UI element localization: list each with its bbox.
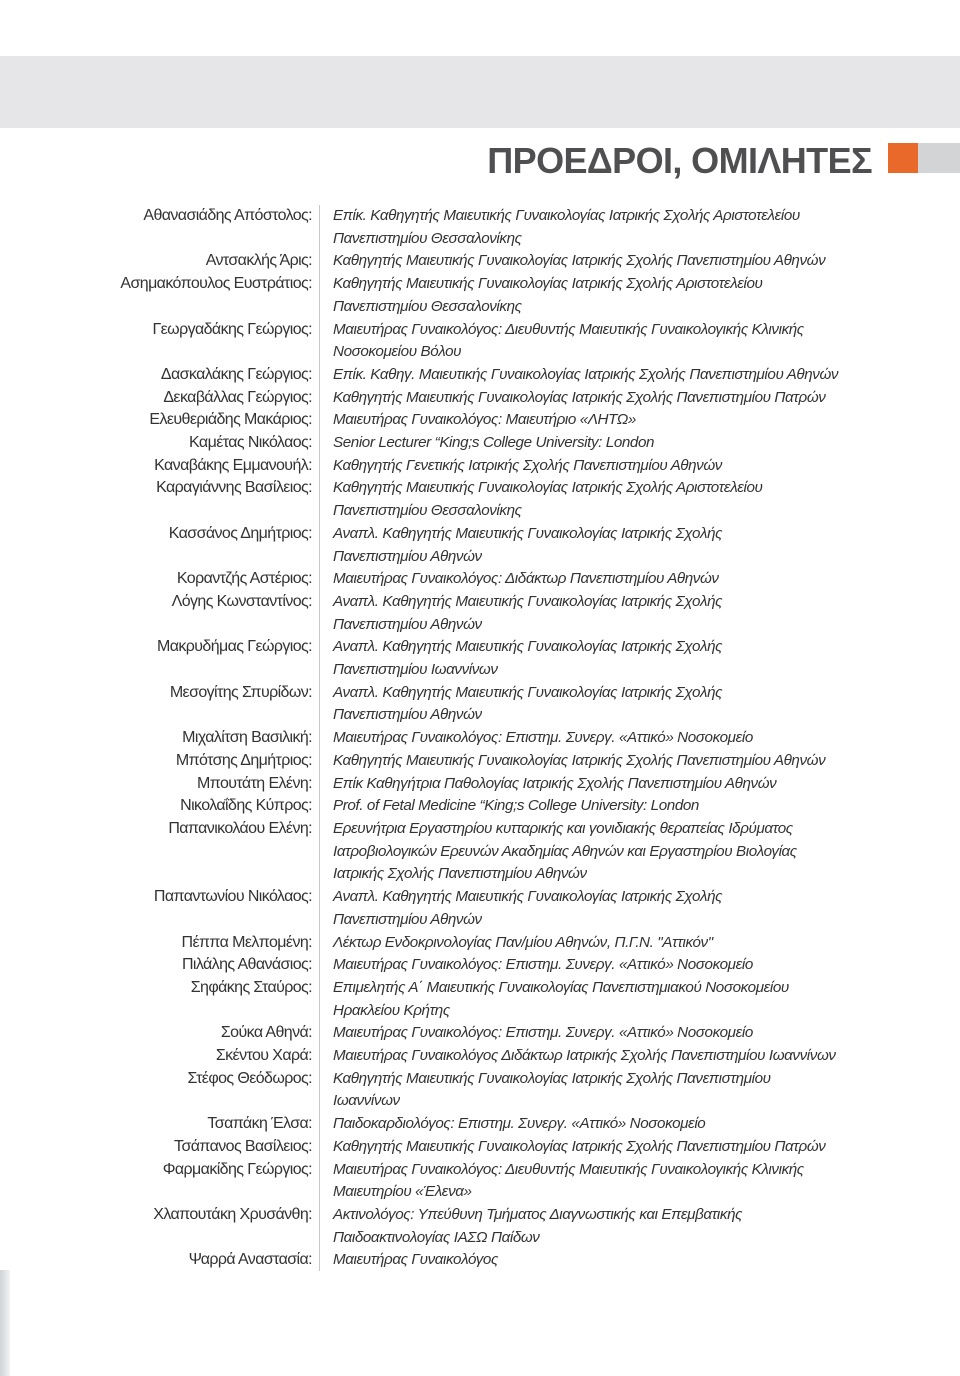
speaker-row bbox=[0, 773, 960, 796]
affiliation-line: Αναπλ. Καθηγητής Μαιευτικής Γυναικολογίας Ιατρικής Σχολής bbox=[333, 592, 723, 610]
speaker-name: Στέφος Θεόδωρος: bbox=[187, 1069, 312, 1087]
speaker-row bbox=[0, 1136, 960, 1159]
speaker-affiliation bbox=[333, 364, 923, 387]
affiliation-line: Ακτινολόγος: Υπεύθυνη Τμήματος Διαγνωστικής και Επεμβατικής bbox=[333, 1205, 743, 1223]
speaker-row bbox=[0, 1068, 960, 1113]
affiliation-line: Πανεπιστημίου Θεσσαλονίκης bbox=[333, 502, 522, 520]
speaker-row bbox=[0, 750, 960, 773]
speaker-affiliation bbox=[333, 932, 923, 955]
affiliation-line: Μαιευτήρας Γυναικολόγος: Επιστημ. Συνεργ. «Αττικό» Νοσοκομείο bbox=[333, 729, 753, 747]
speaker-name: Πιλάλης Αθανάσιος: bbox=[181, 956, 312, 974]
speaker-row bbox=[0, 932, 960, 955]
affiliation-line: Αναπλ. Καθηγητής Μαιευτικής Γυναικολογίας Ιατρικής Σχολής bbox=[333, 888, 723, 906]
speaker-name: Χλαπουτάκη Χρυσάνθη: bbox=[153, 1205, 312, 1223]
affiliation-line: Μαιευτήρας Γυναικολόγος: Διδάκτωρ Πανεπιστημίου Αθηνών bbox=[333, 570, 719, 588]
speaker-row bbox=[0, 818, 960, 886]
speaker-row bbox=[0, 250, 960, 273]
affiliation-line: Παιδοακτινολογίας ΙΑΣΩ Παίδων bbox=[333, 1228, 540, 1246]
affiliation-line: Αναπλ. Καθηγητής Μαιευτικής Γυναικολογίας Ιατρικής Σχολής bbox=[333, 638, 723, 656]
speaker-row bbox=[0, 1249, 960, 1272]
speaker-affiliation bbox=[333, 273, 923, 318]
affiliation-line: Καθηγητής Μαιευτικής Γυναικολογίας Ιατρικής Σχολής Πανεπιστημίου bbox=[333, 1069, 771, 1087]
affiliation-line: Ιατροβιολογικών Ερευνών Ακαδημίας Αθηνών και Εργαστηρίου Βιολογίας bbox=[333, 842, 797, 860]
speaker-affiliation bbox=[333, 432, 923, 455]
affiliation-line: Επίκ. Καθηγ. Μαιευτικής Γυναικολογίας Ιατρικής Σχολής Πανεπιστημίου Αθηνών bbox=[333, 365, 839, 383]
speaker-affiliation bbox=[333, 205, 923, 250]
affiliation-line: Καθηγητής Μαιευτικής Γυναικολογίας Ιατρικής Σχολής Αριστοτελείου bbox=[333, 479, 763, 497]
speaker-affiliation bbox=[333, 591, 923, 636]
speaker-affiliation bbox=[333, 523, 923, 568]
affiliation-line: Μαιευτηρίου «Έλενα» bbox=[333, 1183, 472, 1201]
affiliation-line: Μαιευτήρας Γυναικολόγος: Μαιευτήριο «ΛΗΤΩ» bbox=[333, 411, 636, 429]
speaker-affiliation bbox=[333, 455, 923, 478]
affiliation-line: Πανεπιστημίου Ιωαννίνων bbox=[333, 661, 498, 679]
affiliation-line: Πανεπιστημίου Αθηνών bbox=[333, 547, 482, 565]
speaker-row bbox=[0, 636, 960, 681]
speaker-row bbox=[0, 387, 960, 410]
affiliation-line: Ιωαννίνων bbox=[333, 1092, 400, 1110]
speaker-name: Μιχαλίτση Βασιλική: bbox=[182, 729, 312, 747]
speaker-row bbox=[0, 1113, 960, 1136]
affiliation-line: Μαιευτήρας Γυναικολόγος: Διευθυντής Μαιευτικής Γυναικολογικής Κλινικής bbox=[333, 320, 804, 338]
speaker-name: Νικολαΐδης Κύπρος: bbox=[180, 797, 312, 815]
speaker-name: Πέππα Μελπομένη: bbox=[181, 933, 312, 951]
speaker-row bbox=[0, 886, 960, 931]
affiliation-line: Αναπλ. Καθηγητής Μαιευτικής Γυναικολογίας Ιατρικής Σχολής bbox=[333, 683, 723, 701]
speaker-name: Γεωργαδάκης Γεώργιος: bbox=[152, 320, 312, 338]
speaker-affiliation bbox=[333, 636, 923, 681]
speaker-row bbox=[0, 364, 960, 387]
speaker-row bbox=[0, 455, 960, 478]
affiliation-line: Καθηγητής Μαιευτικής Γυναικολογίας Ιατρικής Σχολής Αριστοτελείου bbox=[333, 275, 763, 293]
title-bar bbox=[420, 138, 960, 184]
speaker-row bbox=[0, 591, 960, 636]
speaker-affiliation bbox=[333, 682, 923, 727]
affiliation-line: Λέκτωρ Ενδοκρινολογίας Παν/μίου Αθηνών, Π.Γ.Ν. "Αττικόν" bbox=[333, 933, 713, 951]
affiliation-line: Πανεπιστημίου Αθηνών bbox=[333, 910, 482, 928]
affiliation-line: Ηρακλείου Κρήτης bbox=[333, 1001, 450, 1019]
affiliation-line: Καθηγητής Μαιευτικής Γυναικολογίας Ιατρικής Σχολής Πανεπιστημίου Αθηνών bbox=[333, 751, 826, 769]
speaker-affiliation bbox=[333, 250, 923, 273]
speaker-name: Ψαρρά Αναστασία: bbox=[188, 1251, 312, 1269]
affiliation-line: Επίκ. Καθηγητής Μαιευτικής Γυναικολογίας Ιατρικής Σχολής Αριστοτελείου bbox=[333, 207, 800, 224]
affiliation-line: Μαιευτήρας Γυναικολόγος bbox=[333, 1251, 498, 1269]
speaker-name: Μακρυδήμας Γεώργιος: bbox=[156, 638, 312, 656]
page-title: ΠΡΟΕΔΡΟΙ, ΟΜΙΛΗΤΕΣ bbox=[487, 140, 872, 181]
speaker-affiliation bbox=[333, 1045, 923, 1068]
speaker-row bbox=[0, 795, 960, 818]
speaker-name: Παπανικολάου Ελένη: bbox=[168, 819, 312, 837]
speaker-name: Αντσακλής Άρις: bbox=[205, 252, 312, 270]
speaker-name: Σηφάκης Σταύρος: bbox=[190, 978, 312, 996]
speaker-row bbox=[0, 319, 960, 364]
speaker-name: Καραγιάννης Βασίλειος: bbox=[156, 479, 312, 497]
speaker-affiliation bbox=[333, 795, 923, 818]
accent-square bbox=[888, 143, 918, 173]
speaker-row bbox=[0, 954, 960, 977]
speaker-affiliation bbox=[333, 319, 923, 364]
speaker-name: Κοραντζής Αστέριος: bbox=[176, 570, 312, 588]
speaker-row bbox=[0, 568, 960, 591]
speaker-name: Σκέντου Χαρά: bbox=[215, 1047, 312, 1065]
speaker-row bbox=[0, 727, 960, 750]
speaker-name: Ασημακόπουλος Ευστράτιος: bbox=[120, 275, 312, 293]
side-decoration bbox=[0, 1270, 10, 1376]
affiliation-line: Μαιευτήρας Γυναικολόγος: Επιστημ. Συνεργ. «Αττικό» Νοσοκομείο bbox=[333, 956, 753, 974]
affiliation-line: Senior Lecturer “King;s College University: London bbox=[333, 434, 655, 452]
speaker-row bbox=[0, 682, 960, 727]
speaker-name: Καναβάκης Εμμανουήλ: bbox=[154, 456, 312, 474]
affiliation-line: Ερευνήτρια Εργαστηρίου κυτταρικής και γονιδιακής θεραπείας Ιδρύματος bbox=[333, 819, 793, 837]
speaker-affiliation bbox=[333, 1068, 923, 1113]
speaker-row bbox=[0, 432, 960, 455]
speaker-name: Καμέτας Νικόλαος: bbox=[189, 434, 312, 452]
affiliation-line: Αναπλ. Καθηγητής Μαιευτικής Γυναικολογίας Ιατρικής Σχολής bbox=[333, 524, 723, 542]
speaker-name: Τσάπανος Βασίλειος: bbox=[174, 1137, 312, 1155]
speaker-name: Δασκαλάκης Γεώργιος: bbox=[160, 365, 312, 383]
affiliation-line: Ιατρικής Σχολής Πανεπιστημίου Αθηνών bbox=[333, 865, 587, 883]
affiliation-line: Καθηγητής Μαιευτικής Γυναικολογίας Ιατρικής Σχολής Πανεπιστημίου Πατρών bbox=[333, 1137, 826, 1155]
speaker-name: Μπουτάτη Ελένη: bbox=[197, 774, 312, 792]
speaker-name: Τσαπάκη Έλσα: bbox=[207, 1115, 312, 1133]
speaker-list bbox=[0, 205, 960, 1272]
header-band bbox=[0, 56, 960, 128]
speaker-row bbox=[0, 523, 960, 568]
speaker-affiliation bbox=[333, 727, 923, 750]
affiliation-line: Μαιευτήρας Γυναικολόγος Διδάκτωρ Ιατρικής Σχολής Πανεπιστημίου Ιωαννίνων bbox=[333, 1047, 836, 1065]
affiliation-line: Καθηγητής Μαιευτικής Γυναικολογίας Ιατρικής Σχολής Πανεπιστημίου Πατρών bbox=[333, 388, 826, 406]
speaker-name: Παπαντωνίου Νικόλαος: bbox=[153, 888, 312, 906]
affiliation-line: Μαιευτήρας Γυναικολόγος: Διευθυντής Μαιευτικής Γυναικολογικής Κλινικής bbox=[333, 1160, 804, 1178]
speaker-row bbox=[0, 1204, 960, 1249]
speaker-affiliation bbox=[333, 886, 923, 931]
affiliation-line: Πανεπιστημίου Θεσσαλονίκης bbox=[333, 297, 522, 315]
affiliation-line: Καθηγητής Γενετικής Ιατρικής Σχολής Πανεπιστημίου Αθηνών bbox=[333, 456, 722, 474]
speaker-name: Ελευθεριάδης Μακάριος: bbox=[149, 411, 312, 429]
speaker-row bbox=[0, 205, 960, 250]
speaker-name: Φαρμακίδης Γεώργιος: bbox=[162, 1160, 312, 1178]
speaker-affiliation bbox=[333, 1113, 923, 1136]
speaker-name: Λόγης Κωνσταντίνος: bbox=[171, 592, 312, 610]
speaker-row bbox=[0, 477, 960, 522]
speaker-name: Μεσογίτης Σπυρίδων: bbox=[169, 683, 312, 701]
speaker-name: Δεκαβάλλας Γεώργιος: bbox=[163, 388, 312, 406]
affiliation-line: Πανεπιστημίου Αθηνών bbox=[333, 706, 482, 724]
affiliation-line: Νοσοκομείου Βόλου bbox=[333, 343, 462, 361]
affiliation-line: Παιδοκαρδιολόγος: Επιστημ. Συνεργ. «Αττικό» Νοσοκομείο bbox=[333, 1115, 706, 1133]
affiliation-line: Πανεπιστημίου Αθηνών bbox=[333, 615, 482, 633]
speaker-affiliation bbox=[333, 387, 923, 410]
title-tail bbox=[918, 143, 960, 173]
affiliation-line: Πανεπιστημίου Θεσσαλονίκης bbox=[333, 229, 522, 247]
speaker-affiliation bbox=[333, 954, 923, 977]
speaker-row bbox=[0, 1045, 960, 1068]
speaker-affiliation bbox=[333, 818, 923, 886]
speaker-affiliation bbox=[333, 773, 923, 796]
speaker-name: Σούκα Αθηνά: bbox=[220, 1024, 312, 1042]
speaker-row bbox=[0, 409, 960, 432]
speaker-name: Αθανασιάδης Απόστολος: bbox=[143, 207, 312, 224]
speaker-affiliation bbox=[333, 409, 923, 432]
speaker-affiliation bbox=[333, 1159, 923, 1204]
speaker-name: Κασσάνος Δημήτριος: bbox=[168, 524, 312, 542]
affiliation-line: Καθηγητής Μαιευτικής Γυναικολογίας Ιατρικής Σχολής Πανεπιστημίου Αθηνών bbox=[333, 252, 826, 270]
speaker-affiliation bbox=[333, 1249, 923, 1272]
speaker-row bbox=[0, 977, 960, 1022]
speaker-affiliation bbox=[333, 1204, 923, 1249]
speaker-affiliation bbox=[333, 750, 923, 773]
speaker-affiliation bbox=[333, 1136, 923, 1159]
affiliation-line: Επίκ Καθηγήτρια Παθολογίας Ιατρικής Σχολής Πανεπιστημίου Αθηνών bbox=[333, 774, 777, 792]
speaker-affiliation bbox=[333, 568, 923, 591]
speaker-affiliation bbox=[333, 1022, 923, 1045]
speaker-name: Μπότσης Δημήτριος: bbox=[175, 751, 312, 769]
affiliation-line: Prof. of Fetal Medicine “King;s College University: London bbox=[333, 797, 699, 815]
speaker-affiliation bbox=[333, 977, 923, 1022]
speaker-affiliation bbox=[333, 477, 923, 522]
speaker-row bbox=[0, 1022, 960, 1045]
affiliation-line: Μαιευτήρας Γυναικολόγος: Επιστημ. Συνεργ. «Αττικό» Νοσοκομείο bbox=[333, 1024, 753, 1042]
affiliation-line: Επιμελητής Α΄ Μαιευτικής Γυναικολογίας Πανεπιστημιακού Νοσοκομείου bbox=[333, 978, 789, 996]
speaker-row bbox=[0, 1159, 960, 1204]
speaker-row bbox=[0, 273, 960, 318]
